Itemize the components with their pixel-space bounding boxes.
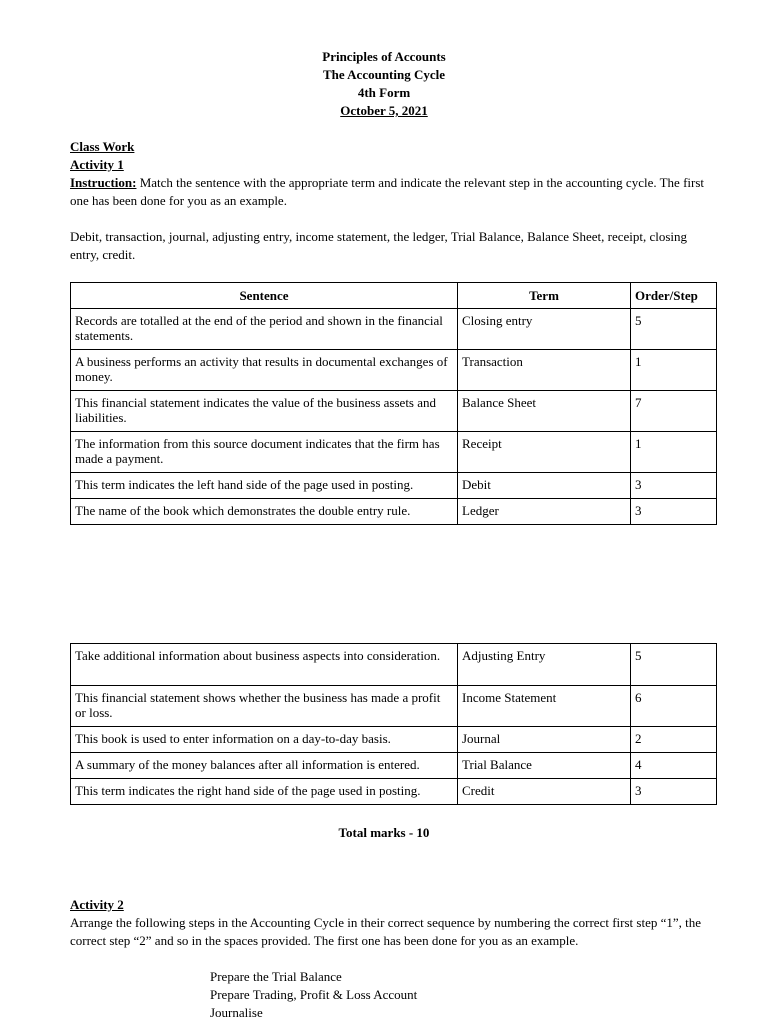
section-title: Class Work <box>70 139 135 154</box>
step-cell: 5 <box>631 309 717 350</box>
list-item: Prepare the Trial Balance <box>210 969 342 984</box>
table-row <box>71 753 717 779</box>
word-bank: Debit, transaction, journal, adjusting entry, income statement, the ledger, Trial Balance, Balance Sheet, receipt, closing entry, credit. <box>70 229 688 262</box>
matching-table-1 <box>70 282 717 525</box>
column-header-term: Term <box>458 283 631 309</box>
activity2-title: Activity 2 <box>70 897 124 912</box>
step-cell: 3 <box>631 499 717 525</box>
table-row <box>71 499 717 525</box>
steps-list <box>210 968 417 1022</box>
table-row <box>71 644 717 686</box>
step-cell: 2 <box>631 727 717 753</box>
sentence-cell: This financial statement shows whether the business has made a profit or loss. <box>71 686 458 727</box>
instruction-text: Match the sentence with the appropriate term and indicate the relevant step in the accounting cycle. The first one has been done for you as an example. <box>70 175 705 208</box>
table-row <box>71 391 717 432</box>
table-header-row <box>71 283 717 309</box>
total-marks: Total marks - 10 <box>338 825 430 840</box>
table-row <box>71 350 717 391</box>
term-cell: Income Statement <box>458 686 631 727</box>
matching-table-2 <box>70 643 717 805</box>
table-row <box>71 432 717 473</box>
term-cell: Receipt <box>458 432 631 473</box>
sentence-cell: A summary of the money balances after all information is entered. <box>71 753 458 779</box>
term-cell: Ledger <box>458 499 631 525</box>
term-cell: Adjusting Entry <box>458 644 631 686</box>
term-cell: Trial Balance <box>458 753 631 779</box>
step-cell: 6 <box>631 686 717 727</box>
term-cell: Balance Sheet <box>458 391 631 432</box>
form-level: 4th Form <box>357 85 411 100</box>
document-date: October 5, 2021 <box>340 103 428 118</box>
table-row <box>71 473 717 499</box>
list-item: Journalise <box>210 1005 263 1020</box>
activity1-title: Activity 1 <box>70 157 124 172</box>
sentence-cell: This term indicates the right hand side of the page used in posting. <box>71 779 458 805</box>
sentence-cell: Take additional information about business aspects into consideration. <box>71 644 458 686</box>
step-cell: 3 <box>631 473 717 499</box>
table-row <box>71 727 717 753</box>
term-cell: Journal <box>458 727 631 753</box>
step-cell: 5 <box>631 644 717 686</box>
term-cell: Debit <box>458 473 631 499</box>
term-cell: Closing entry <box>458 309 631 350</box>
table-row <box>71 779 717 805</box>
activity2-instruction: Arrange the following steps in the Accounting Cycle in their correct sequence by numbering the correct first step “1”, the correct step “2” and so in the spaces provided. The first one has been done for you as an example. <box>70 915 702 948</box>
step-cell: 1 <box>631 350 717 391</box>
document-header <box>0 48 768 120</box>
course-title: Principles of Accounts <box>322 49 446 64</box>
step-cell: 1 <box>631 432 717 473</box>
column-header-sentence: Sentence <box>71 283 458 309</box>
sentence-cell: The name of the book which demonstrates the double entry rule. <box>71 499 458 525</box>
sentence-cell: This term indicates the left hand side of the page used in posting. <box>71 473 458 499</box>
sentence-cell: Records are totalled at the end of the period and shown in the financial statements. <box>71 309 458 350</box>
step-cell: 7 <box>631 391 717 432</box>
instruction <box>70 174 710 210</box>
step-cell: 4 <box>631 753 717 779</box>
sentence-cell: The information from this source document indicates that the firm has made a payment. <box>71 432 458 473</box>
list-item: Prepare Trading, Profit & Loss Account <box>210 987 418 1002</box>
topic-title: The Accounting Cycle <box>322 67 446 82</box>
instruction-label: Instruction: <box>70 175 137 190</box>
sentence-cell: A business performs an activity that results in documental exchanges of money. <box>71 350 458 391</box>
term-cell: Credit <box>458 779 631 805</box>
sentence-cell: This financial statement indicates the value of the business assets and liabilities. <box>71 391 458 432</box>
table-row <box>71 686 717 727</box>
step-cell: 3 <box>631 779 717 805</box>
table-row <box>71 309 717 350</box>
term-cell: Transaction <box>458 350 631 391</box>
column-header-step: Order/Step <box>631 283 717 309</box>
activity1-intro <box>70 138 710 210</box>
sentence-cell: This book is used to enter information on a day-to-day basis. <box>71 727 458 753</box>
activity2-intro <box>70 896 710 950</box>
